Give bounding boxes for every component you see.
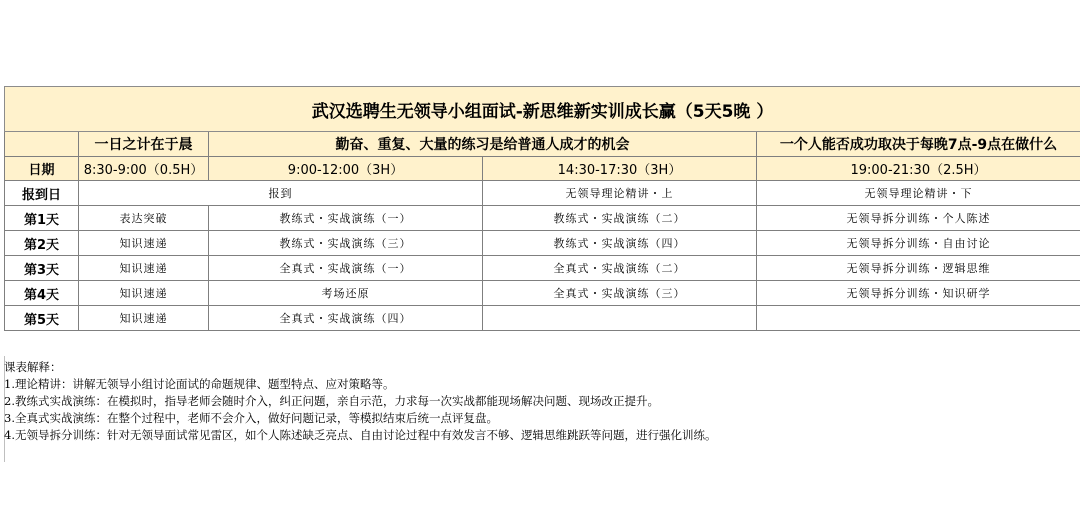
table-row [5, 256, 1080, 281]
motto-evening: 一个人能否成功取决于每晚7点-9点在做什么 [757, 132, 1080, 157]
row-label: 报到日 [5, 181, 79, 206]
cell-morning: 全真式・实战演练（四） [209, 306, 483, 331]
note-item: 4.无领导拆分训练：针对无领导面试常见雷区，如个人陈述缺乏亮点、自由讨论过程中有效发言不够、逻辑思维跳跃等问题，进行强化训练。 [4, 428, 717, 442]
cell-evening: 无领导拆分训练・逻辑思维 [757, 256, 1080, 281]
cell-afternoon: 无领导理论精讲・上 [483, 181, 757, 206]
cell-early: 表达突破 [79, 206, 209, 231]
cell-evening [757, 306, 1080, 331]
time-slot-4: 19:00-21:30（2.5H） [757, 157, 1080, 181]
row-label: 第4天 [5, 281, 79, 306]
schedule-sheet [4, 86, 1080, 331]
schedule-table [4, 86, 1080, 331]
motto-blank-cell [5, 132, 79, 157]
cell-early: 知识速递 [79, 256, 209, 281]
cell-afternoon: 全真式・实战演练（三） [483, 281, 757, 306]
cell-afternoon: 教练式・实战演练（四） [483, 231, 757, 256]
notes-heading: 课表解释： [4, 360, 62, 374]
cell-evening: 无领导拆分训练・个人陈述 [757, 206, 1080, 231]
row-label: 第5天 [5, 306, 79, 331]
note-item: 1.理论精讲：讲解无领导小组讨论面试的命题规律、题型特点、应对策略等。 [4, 377, 395, 391]
table-row [5, 306, 1080, 331]
cell-afternoon [483, 306, 757, 331]
cell-morning: 报到 [79, 181, 483, 206]
row-label: 第2天 [5, 231, 79, 256]
cell-evening: 无领导理论精讲・下 [757, 181, 1080, 206]
table-row [5, 281, 1080, 306]
cell-afternoon: 教练式・实战演练（二） [483, 206, 757, 231]
note-item: 2.教练式实战演练：在模拟时，指导老师会随时介入，纠正问题，亲自示范，力求每一次实战都能现场解决问题、现场改正提升。 [4, 394, 659, 408]
cell-early: 知识速递 [79, 306, 209, 331]
cell-morning: 教练式・实战演练（三） [209, 231, 483, 256]
schedule-title: 武汉选聘生无领导小组面试-新思维新实训成长赢（5天5晚 ） [5, 87, 1080, 132]
cell-morning: 教练式・实战演练（一） [209, 206, 483, 231]
time-slot-2: 9:00-12:00（3H） [209, 157, 483, 181]
table-row [5, 231, 1080, 256]
cell-morning: 考场还原 [209, 281, 483, 306]
cell-evening: 无领导拆分训练・自由讨论 [757, 231, 1080, 256]
course-notes [4, 359, 716, 444]
row-label: 第3天 [5, 256, 79, 281]
row-label: 第1天 [5, 206, 79, 231]
cell-morning: 全真式・实战演练（一） [209, 256, 483, 281]
motto-morning: 一日之计在于晨 [79, 132, 209, 157]
note-item: 3.全真式实战演练：在整个过程中，老师不会介入，做好问题记录，等模拟结束后统一点评复盘。 [4, 411, 498, 425]
table-row [5, 181, 1080, 206]
time-slot-3: 14:30-17:30（3H） [483, 157, 757, 181]
cell-afternoon: 全真式・实战演练（二） [483, 256, 757, 281]
cell-evening: 无领导拆分训练・知识研学 [757, 281, 1080, 306]
table-row [5, 206, 1080, 231]
date-label: 日期 [5, 157, 79, 181]
motto-day: 勤奋、重复、大量的练习是给普通人成才的机会 [209, 132, 757, 157]
time-slot-1: 8:30-9:00（0.5H） [79, 157, 209, 181]
cell-early: 知识速递 [79, 231, 209, 256]
cell-early: 知识速递 [79, 281, 209, 306]
